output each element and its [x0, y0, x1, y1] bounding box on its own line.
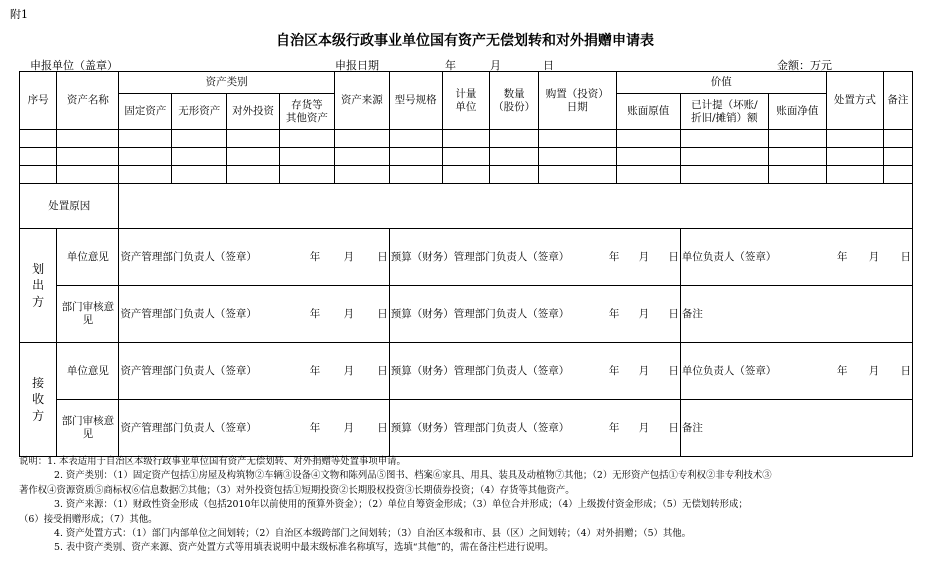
- date-year: 年: [608, 421, 620, 434]
- header-unit-line2: 单位: [455, 100, 477, 113]
- header-unit-line1: 计量: [455, 87, 477, 100]
- date-year: 年: [608, 364, 620, 377]
- cell[interactable]: [490, 148, 539, 166]
- date-day: 日: [900, 364, 911, 377]
- header-inventory-line2: 其他资产: [285, 111, 328, 124]
- date-month: 月: [868, 250, 880, 263]
- cell[interactable]: [227, 148, 280, 166]
- signature-label: 单位负责人（签章）: [681, 250, 777, 263]
- application-form-table: [19, 71, 913, 457]
- date-month: 月: [868, 364, 880, 377]
- note-line: 5. 表中资产类别、资产来源、资产处置方式等用填表说明中最末级标准名称填写，选填“其他”的，需在备注栏进行说明。: [54, 542, 554, 554]
- header-inventory: [279, 94, 334, 130]
- header-remark: 备注: [883, 72, 912, 130]
- date-month: 月: [343, 364, 355, 377]
- date-year: 年: [608, 250, 620, 263]
- disposal-reason-row: [20, 184, 913, 229]
- unit-head-signature[interactable]: [680, 229, 912, 286]
- date-label: 申报日期: [335, 59, 379, 72]
- unit-head-signature[interactable]: [680, 343, 912, 400]
- cell[interactable]: [616, 130, 680, 148]
- date-day: 日: [668, 250, 679, 263]
- cell[interactable]: [334, 166, 389, 184]
- header-quantity-line2: （股份）: [493, 100, 536, 113]
- header-depreciation: [680, 94, 768, 130]
- cell[interactable]: [442, 148, 490, 166]
- signature-label: 预算（财务）管理部门负责人（签章）: [390, 307, 570, 320]
- date-month: 月: [638, 307, 650, 320]
- date-day: 日: [377, 250, 388, 263]
- signature-label: 资产管理部门负责人（签章）: [120, 421, 257, 434]
- header-asset-name: 资产名称: [57, 72, 119, 130]
- date-day: 日: [377, 364, 388, 377]
- cell[interactable]: [826, 166, 883, 184]
- header-asset-source: 资产来源: [334, 72, 389, 130]
- header-intangible-assets: 无形资产: [172, 94, 227, 130]
- table-row: [20, 130, 913, 148]
- form-title: 自治区本级行政事业单位国有资产无偿划转和对外捐赠申请表: [276, 33, 654, 49]
- cell[interactable]: [442, 130, 490, 148]
- date-day: 日: [668, 421, 679, 434]
- cell[interactable]: [883, 148, 912, 166]
- budget-mgmt-signature[interactable]: [389, 400, 680, 457]
- note-line: 4. 资产处置方式：（1）部门内部单位之间划转；（2）自治区本级跨部门之间划转；（3）自治区本级和市、县（区）之间划转；（4）对外捐赠；（5）其他。: [54, 528, 692, 540]
- dept-review-label: 部门审核意见: [57, 400, 119, 457]
- header-book-original: 账面原值: [616, 94, 680, 130]
- cell[interactable]: [680, 166, 768, 184]
- date-year: 年: [309, 364, 321, 377]
- header-depreciation-line2: 折旧/摊销）额: [691, 111, 758, 124]
- header-quantity: [490, 72, 539, 130]
- cell[interactable]: [490, 166, 539, 184]
- cell[interactable]: [119, 166, 172, 184]
- header-unit: [442, 72, 490, 130]
- date-year: 年: [309, 307, 321, 320]
- cell[interactable]: [538, 166, 616, 184]
- signature-label: 预算（财务）管理部门负责人（签章）: [390, 364, 570, 377]
- cell[interactable]: [57, 166, 119, 184]
- header-value: 价值: [616, 72, 826, 94]
- date-year: 年: [309, 250, 321, 263]
- budget-mgmt-signature[interactable]: [389, 286, 680, 343]
- cell[interactable]: [20, 130, 57, 148]
- unit-opinion-label: 单位意见: [57, 343, 119, 400]
- table-row: [20, 166, 913, 184]
- remark-field[interactable]: 备注: [680, 400, 912, 457]
- note-line: 2. 资产类别：（1）固定资产包括①房屋及构筑物②车辆③设备④文物和陈列品⑤图书、档案⑥家具、用具、装具及动植物⑦其他；（2）无形资产包括①专利权②非专利技术③: [54, 470, 772, 482]
- date-year: 年: [445, 59, 456, 72]
- receiver-dept-row: [20, 400, 913, 457]
- asset-mgmt-signature[interactable]: [119, 343, 389, 400]
- date-month: 月: [638, 250, 650, 263]
- cell[interactable]: [334, 148, 389, 166]
- header-quantity-line1: 数量: [503, 87, 525, 100]
- note-line: （6）接受捐赠形成；（7）其他。: [19, 513, 158, 525]
- cell[interactable]: [826, 148, 883, 166]
- asset-mgmt-signature[interactable]: [119, 400, 389, 457]
- date-day: 日: [543, 59, 554, 72]
- cell[interactable]: [20, 148, 57, 166]
- date-year: 年: [309, 421, 321, 434]
- header-book-net: 账面净值: [768, 94, 826, 130]
- date-month: 月: [343, 421, 355, 434]
- cell[interactable]: [680, 130, 768, 148]
- cell[interactable]: [279, 130, 334, 148]
- budget-mgmt-signature[interactable]: [389, 229, 680, 286]
- cell[interactable]: [389, 166, 442, 184]
- cell[interactable]: [227, 130, 280, 148]
- cell[interactable]: [768, 148, 826, 166]
- header-inventory-line1: 存货等: [291, 98, 323, 111]
- applicant-label: 申报单位（盖章）: [30, 59, 118, 72]
- transfer-out-dept-row: [20, 286, 913, 343]
- signature-label: 资产管理部门负责人（签章）: [120, 364, 257, 377]
- cell[interactable]: [442, 166, 490, 184]
- note-line: 著作权④资源资质⑤商标权⑥信息数据⑦其他；（3）对外投资包括①短期投资②长期股权投资③长期债券投资；（4）存货等其他资产。: [19, 484, 575, 496]
- cell[interactable]: [389, 148, 442, 166]
- cell[interactable]: [57, 148, 119, 166]
- cell[interactable]: [768, 130, 826, 148]
- cell[interactable]: [172, 148, 227, 166]
- cell[interactable]: [490, 130, 539, 148]
- disposal-reason-field[interactable]: [119, 184, 913, 229]
- header-fixed-assets: 固定资产: [119, 94, 172, 130]
- date-month: 月: [343, 250, 355, 263]
- date-day: 日: [377, 421, 388, 434]
- table-row: [20, 148, 913, 166]
- asset-mgmt-signature[interactable]: [119, 229, 389, 286]
- cell[interactable]: [57, 130, 119, 148]
- header-investment: 对外投资: [227, 94, 280, 130]
- date-month: 月: [638, 421, 650, 434]
- transfer-out-label: 划出方: [20, 229, 57, 343]
- date-day: 日: [377, 307, 388, 320]
- header-seq: 序号: [20, 72, 57, 130]
- budget-mgmt-signature[interactable]: [389, 343, 680, 400]
- cell[interactable]: [227, 166, 280, 184]
- cell[interactable]: [538, 130, 616, 148]
- annex-label: 附1: [10, 8, 28, 21]
- signature-label: 资产管理部门负责人（签章）: [120, 250, 257, 263]
- header-asset-category: 资产类别: [119, 72, 334, 94]
- date-year: 年: [837, 250, 848, 263]
- cell[interactable]: [826, 130, 883, 148]
- signature-label: 预算（财务）管理部门负责人（签章）: [390, 421, 570, 434]
- date-day: 日: [900, 250, 911, 263]
- cell[interactable]: [172, 166, 227, 184]
- date-day: 日: [668, 364, 679, 377]
- signature-label: 预算（财务）管理部门负责人（签章）: [390, 250, 570, 263]
- disposal-reason-label: 处置原因: [20, 184, 119, 229]
- cell[interactable]: [389, 130, 442, 148]
- date-year: 年: [608, 307, 620, 320]
- cell[interactable]: [172, 130, 227, 148]
- date-month: 月: [490, 59, 501, 72]
- cell[interactable]: [883, 166, 912, 184]
- header-purchase-line2: 日期: [566, 100, 588, 113]
- note-line: 3. 资产来源：（1）财政性资金形成（包括2010年以前使用的预算外资金）；（2）单位自筹资金形成；（3）单位合并形成；（4）上级拨付资金形成；（5）无偿划转形成；: [54, 499, 748, 511]
- cell[interactable]: [119, 130, 172, 148]
- header-model: 型号规格: [389, 72, 442, 130]
- cell[interactable]: [616, 166, 680, 184]
- unit-opinion-label: 单位意见: [57, 229, 119, 286]
- asset-mgmt-signature[interactable]: [119, 286, 389, 343]
- cell[interactable]: [279, 148, 334, 166]
- date-year: 年: [837, 364, 848, 377]
- date-month: 月: [343, 307, 355, 320]
- amount-label: 金额：万元: [777, 59, 832, 72]
- cell[interactable]: [616, 148, 680, 166]
- cell[interactable]: [20, 166, 57, 184]
- header-disposal-method: 处置方式: [826, 72, 883, 130]
- signature-label: 单位负责人（签章）: [681, 364, 777, 377]
- receiver-label: 接收方: [20, 343, 57, 457]
- dept-review-label: 部门审核意见: [57, 286, 119, 343]
- cell[interactable]: [680, 148, 768, 166]
- cell[interactable]: [119, 148, 172, 166]
- transfer-out-unit-row: [20, 229, 913, 286]
- cell[interactable]: [279, 166, 334, 184]
- remark-field[interactable]: 备注: [680, 286, 912, 343]
- receiver-unit-row: [20, 343, 913, 400]
- header-purchase-line1: 购置（投资）: [545, 87, 609, 100]
- signature-label: 资产管理部门负责人（签章）: [120, 307, 257, 320]
- date-month: 月: [638, 364, 650, 377]
- cell[interactable]: [538, 148, 616, 166]
- note-line: 说明：1. 本表适用于自治区本级行政事业单位国有资产无偿划转、对外捐赠等处置事项申请。: [19, 456, 406, 467]
- header-purchase-date: [538, 72, 616, 130]
- cell[interactable]: [883, 130, 912, 148]
- header-row-1: [20, 72, 913, 94]
- header-depreciation-line1: 已计提（坏账/: [691, 98, 758, 111]
- cell[interactable]: [334, 130, 389, 148]
- date-day: 日: [668, 307, 679, 320]
- cell[interactable]: [768, 166, 826, 184]
- instructions: [19, 455, 919, 556]
